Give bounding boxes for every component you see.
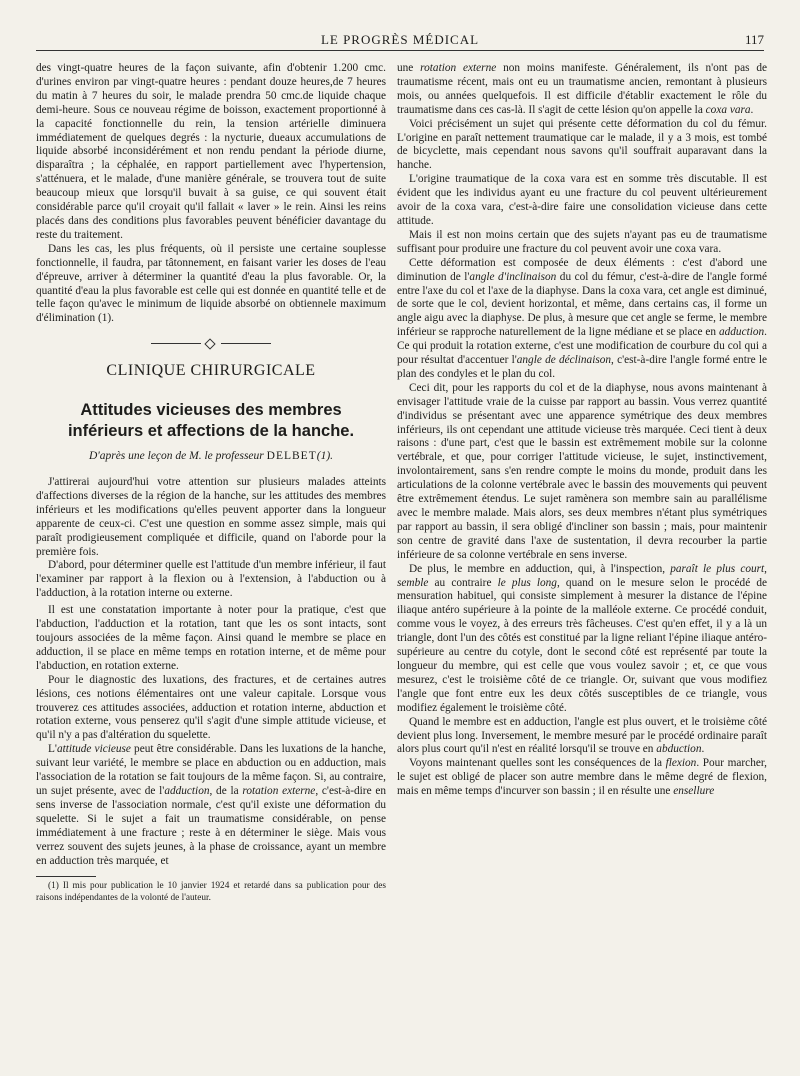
italic-run: flexion	[665, 757, 697, 770]
ornament-line	[151, 343, 201, 344]
text-run: au contraire	[428, 576, 498, 589]
italic-run: semble	[397, 576, 429, 589]
paragraph	[397, 257, 767, 382]
text-run: du col du fémur, c'est-à-dire de l'angle formé entre l'axe du col et l'axe de la diaphyse. Dans la coxa vara, cet angle est diminué, de sorte que le col, devient horizontal, et même, dans certains cas, il forme un angle aigu avec la diaphyse. De plus, à mesure que cet angle se ferme, le membre inférieur se rapproche naturellement de la ligne médiane et se place en	[397, 270, 767, 339]
running-title: LE PROGRÈS MÉDICAL	[320, 32, 480, 47]
article-title	[36, 400, 386, 442]
byline	[36, 450, 386, 464]
italic-run: adduction	[164, 784, 210, 797]
article-title-line: Attitudes vicieuses des membres	[80, 401, 342, 420]
paragraph	[397, 563, 767, 716]
italic-run: angle de déclinaison	[516, 354, 612, 367]
text-run: , c'est-à-dire l'angle formé entre le plan des condyles et le plan du col.	[397, 354, 767, 380]
ornament-line	[221, 343, 271, 344]
text-run: . Ce qui produit la rotation externe, c'est une modification de courbure du col qui a pour résultat d'accentuer l'	[397, 326, 767, 367]
italic-run: rotation externe	[242, 784, 316, 797]
text-run: , c'est-à-dire en sens inverse de l'association normale, c'est qu'il existe une déformation du squelette. Si le sujet a fait un traumatisme considérable, on pense immédiatement à une fracture ; reste à en déterminer le siège. Mais vous verrez souvent des sujets jeunes, à la phase de croissance, ayant un membre en adduction très marquée, et	[36, 784, 386, 867]
text-run: non moins manifeste. Généralement, ils n'ont pas de traumatisme récent, mais ont eu un traumatisme ancien, remontant à plusieurs mois, ou années quelquefois. Il est difficile d'établir exactement le rôle du traumatisme dans ces cas-là. Il s'agit de cette lésion qu'on appelle la	[397, 62, 767, 116]
author-name: DELBET	[266, 450, 317, 463]
italic-run: coxa vara	[705, 103, 751, 116]
paragraph	[397, 757, 767, 799]
paragraph	[397, 716, 767, 758]
text-run: De plus, le membre en adduction, qui, à l'inspection,	[409, 562, 671, 575]
page-number: 117	[744, 32, 764, 47]
right-column	[397, 62, 767, 799]
article-title-line: inférieurs et affections de la hanche.	[67, 422, 355, 441]
paragraph	[397, 62, 767, 118]
text-run: peut être considérable. Dans les luxations de la hanche, suivant leur variété, le membre se place en abduction ou en adduction, mais l'association de la rotation se fait toujours de la même façon. Si, au contraire, un sujet présente, avec de l'	[36, 743, 386, 797]
byline-footnote-ref: (1).	[316, 450, 334, 463]
footnote-rule	[36, 876, 96, 877]
text-run: , quand on le mesure selon le procédé de mensuration habituel, qui consiste simplement à mesurer la distance de l'épine iliaque antéro supérieure à la pointe de la malléole externe. Ce procédé conduit, comme vous le voyez, à des erreurs très fâcheuses. C'est qu'en effet, il y a là un triangle, dont l'un des côtés est constitué par la ligne reliant l'épine iliaque antéro-supérieure au centre du cotyle, dont le second côté est représenté par toute la longueur du membre, qui est celle que vous voulez savoir ; et, ce que vous mesurez, c'est le troisième côté de ce triangle. Or, suivant que vous modifiez l'angle que font entre eux les deux côtés susceptibles de ce triangle, vous modifiez également le troisième côté.	[397, 576, 768, 714]
text-run: .	[750, 103, 754, 116]
italic-run: angle d'inclinaison	[469, 270, 557, 283]
text-run: Cette déformation est composée de deux éléments : c'est d'abord une diminution de l'	[397, 256, 767, 283]
text-run: .	[701, 743, 705, 756]
text-run: L'	[48, 743, 57, 756]
byline-prefix: D'après une leçon de M. le professeur	[88, 450, 264, 463]
header-rule	[36, 50, 764, 51]
paragraph	[36, 743, 386, 868]
paragraph: D'abord, pour déterminer quelle est l'attitude d'un membre inférieur, il faut l'examiner par rapport à la flexion ou à l'extension, à l'abduction ou à l'adduction, à la rotation interne ou externe.	[36, 559, 386, 600]
italic-run: rotation externe	[420, 62, 497, 74]
paragraph: Ceci dit, pour les rapports du col et de la diaphyse, nous avons maintenant à envisager l'attitude vraie de la cuisse par rapport au bassin. Vous verrez quantité d'individus se présentant avec une apparence symétrique des deux membres inférieurs, ils ont cependant une attitude vicieuse très marquée. Ceci tient à deux raisons : d'une part, c'est que le bassin est extrêmement mobile sur la colonne vertébrale, et que, pour corriger l'attitude vicieuse, le sujet, instinctivement, involontairement, sans s'en rendre compte le moins du monde, produit dans les articulations de la colonne vertébrale avec le bassin des mouvements qui peuvent être extrêmement étendus. Le sujet ramènera son membre sain au parallélisme avec le membre malade. Mais alors, ses deux membres n'étant plus symétriques par rapport au bassin, il sera obligé d'incliner son bassin ; mais, pour maintenir son centre de gravité dans l'axe de sustentation, il devra recourber la partie inférieure de sa colonne vertébrale en sens inverse.	[397, 381, 767, 561]
text-run: Voyons maintenant quelles sont les conséquences de la	[409, 757, 666, 770]
left-column	[36, 62, 386, 904]
section-ornament	[151, 340, 271, 348]
paragraph: Mais il est non moins certain que des sujets n'ayant pas eu de traumatisme suffisant pour produire une fracture du col peuvent avoir une coxa vara.	[397, 228, 767, 255]
page-header	[36, 30, 764, 52]
paragraph: L'origine traumatique de la coxa vara est en somme très discutable. Il est évident que les individus ayant eu une fracture du col peuvent ultérieurement avoir de la coxa vara, c'est-à-dire faire une consolidation vicieuse dans cette attitude.	[397, 173, 767, 227]
italic-run: ensellure	[673, 785, 715, 798]
italic-run: abduction	[656, 743, 702, 756]
paragraph: Voici précisément un sujet qui présente cette déformation du col du fémur. L'origine en paraît nettement traumatique car le malade, il y a 3 mois, est tombé de bicyclette, mais cependant nous savons qu'il souffrait auparavant dans la hanche.	[397, 117, 767, 172]
italic-run: paraît le plus court	[670, 562, 765, 575]
ornament-diamond	[204, 339, 215, 350]
text-run: Quand le membre est en adduction, l'angle est plus ouvert, et le troisième côté devient plus long. Inversement, le membre mesuré par le procédé ordinaire paraît alors plus court qu'il n'est en réalité lorsqu'il se trouve en	[397, 715, 767, 756]
text-run: une	[397, 62, 421, 74]
paragraph: des vingt-quatre heures de la façon suivante, afin d'obtenir 1.200 cmc. d'urines environ par vingt-quatre heures : pendant douze heures,de 7 heures du matin à 7 heures du soir, le malade prendra 50 cmc.de liquide chaque demi-heure. Sous ce nouveau régime de boisson, exactement proportionné à la capacité fonctionnelle du rein, la tension artérielle diminuera immédiatement de quelques degrés : la nycturie, dueaux accumulations de liquide absorbé inconsidérément et non rendu pendant la période diurne, disparaîtra ; la céphalée, en rapport partiellement avec l'hypertension, s'atténuera, et le malade, d'une manière générale, se trouvera tout de suite beaucoup mieux que lorsqu'il buvait à sa guise, ce qui souvent était considérable parce qu'il croyait qu'il fallait « laver » le rein. Ainsi les reins placés dans des conditions plus favorables peuvent bénéficier davantage du reste du traitement.	[36, 62, 386, 241]
section-title: CLINIQUE CHIRURGICALE	[106, 362, 316, 380]
paragraph: J'attirerai aujourd'hui votre attention sur plusieurs malades atteints d'affections diverses de la région de la hanche, sur les attitudes des membres inférieurs et les modifications qu'elles peuvent apporter dans la longueur apparente de ceux-ci. C'est une question en somme assez simple, mais qui paraît prodigieusement compliquée et difficile, quand on l'aborde pour la première fois.	[36, 476, 386, 558]
text-run: , de la	[209, 784, 243, 797]
text-run: . Pour marcher, le sujet est obligé de placer son autre membre dans le même degré de flexion, mais en même temps d'incurver son bassin ; il en résulte une	[397, 757, 767, 798]
paragraph: Dans les cas, les plus fréquents, où il persiste une certaine souplesse fonctionnelle, il faudra, par tâtonnement, en faisant varier les doses de l'eau d'épreuve, arriver à déterminer la quantité d'eau la plus favorable. Or, la quantité d'eau la plus favorable est celle qui est donnée en quantité telle et de telle façon qu'avec le minimum de liquide absorbé on obtiennele maximum d'élimination (1).	[36, 242, 386, 325]
italic-run: le plus long	[497, 576, 557, 589]
footnote: (1) Il mis pour publication le 10 janvier 1924 et retardé dans sa publication pour des raisons indépendantes de la volonté de l'auteur.	[36, 881, 386, 903]
paragraph: Il est une constatation importante à noter pour la pratique, c'est que l'abduction, l'adduction et la rotation, tant que les os sont intacts, sont toujours associées de la même façon. Ainsi quand le membre se place en adduction, il se place en même temps en rotation interne, et de même pour l'abduction, en rotation externe.	[36, 604, 386, 672]
italic-run: attitude vicieuse	[56, 743, 131, 756]
text-run: ,	[764, 562, 767, 575]
paragraph: Pour le diagnostic des luxations, des fractures, et de certaines autres lésions, ces notions élémentaires ont une valeur capitale. Lorsque vous trouverez ces attitudes associées, adduction et rotation interne, abduction et rotation externe, vous penserez qu'il s'agit d'une simple attitude vicieuse, et qu'il n'y a pas d'altération du squelette.	[36, 673, 386, 742]
italic-run: adduction	[718, 326, 765, 339]
